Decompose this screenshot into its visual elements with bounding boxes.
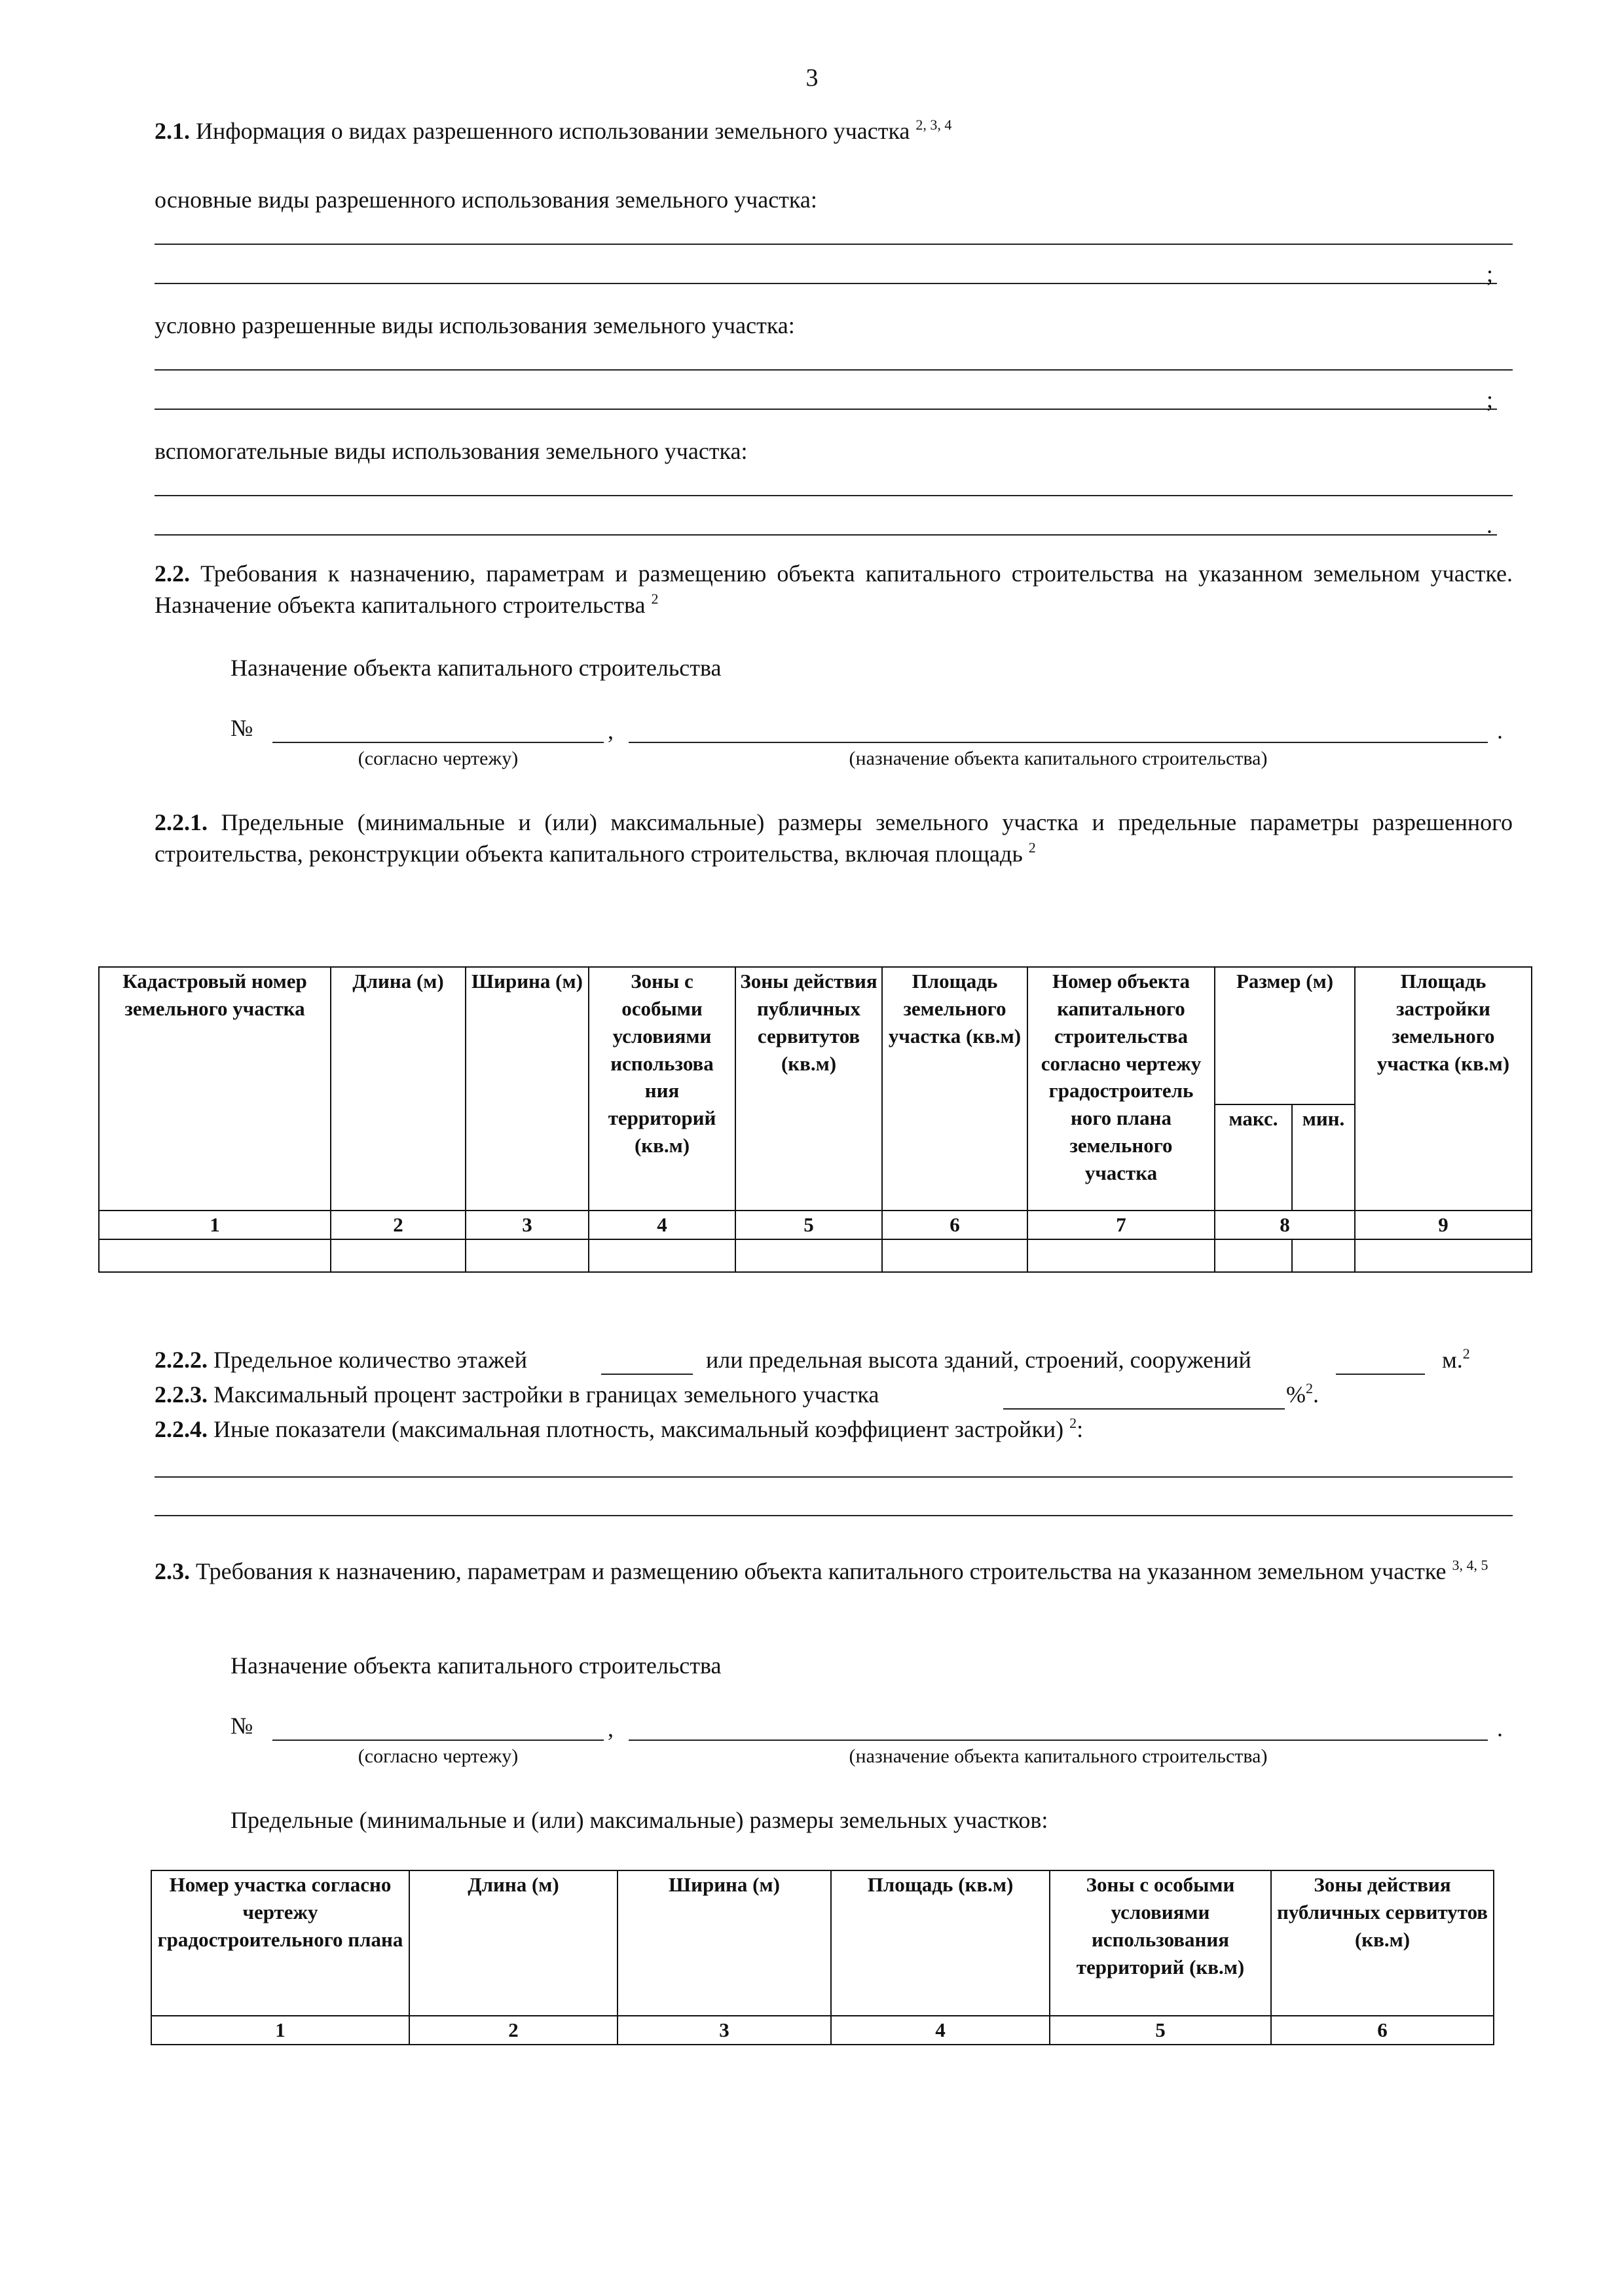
comma-2: , <box>608 1715 614 1741</box>
object-purpose-field-1[interactable] <box>629 742 1488 743</box>
height-footnote: 2 <box>1462 1345 1470 1362</box>
section-2-3-paragraph <box>155 1556 1513 1587</box>
header-servitude-zones: Зоны действия публичных сервитутов (кв.м) <box>735 967 882 1211</box>
table-cell[interactable] <box>589 1239 735 1272</box>
main-uses-end: ; <box>1486 261 1494 287</box>
section-2-2-4-text <box>155 1415 1083 1444</box>
coverage-percent-field[interactable] <box>1003 1408 1285 1410</box>
col-number: 6 <box>1271 2016 1494 2045</box>
auxiliary-uses-line-1[interactable] <box>155 495 1513 496</box>
section-2-2-footnote: 2 <box>651 591 659 607</box>
col-number: 2 <box>409 2016 618 2045</box>
conditional-uses-line-1[interactable] <box>155 369 1513 371</box>
conditional-uses-label: условно разрешенные виды использования земельного участка: <box>155 312 795 338</box>
table-cell[interactable] <box>1215 1239 1292 1272</box>
section-2-1-heading <box>155 117 951 146</box>
period-1: . <box>1497 718 1503 744</box>
floors-field[interactable] <box>601 1374 693 1375</box>
percent-sign: % <box>1286 1381 1306 1408</box>
auxiliary-uses-end: . <box>1486 512 1492 538</box>
header-object-number: Номер объекта капитального строительства согласно чертежу градостроитель ного плана земельного участка <box>1027 967 1215 1211</box>
header-area: Площадь (кв.м) <box>831 1870 1050 2016</box>
number-sign-1: № <box>231 715 253 741</box>
other-indicators-end: : <box>1077 1416 1084 1442</box>
section-2-2-1-text: Предельные (минимальные и (или) максимальные) размеры земельного участка и предельные параметры разрешенного строительства, реконструкции объекта капитального строительства, включая площадь <box>155 809 1513 867</box>
section-2-1-title: Информация о видах разрешенного использовании земельного участка <box>196 118 910 144</box>
main-uses-line-1[interactable] <box>155 244 1513 245</box>
table-cell[interactable] <box>735 1239 882 1272</box>
section-2-2-4-number: 2.2.4. <box>155 1416 208 1442</box>
table-cell[interactable] <box>882 1239 1027 1272</box>
conditional-uses-line-2[interactable] <box>155 409 1497 410</box>
caption-drawing-2: (согласно чертежу) <box>358 1745 519 1767</box>
section-2-2-3-text <box>155 1380 879 1410</box>
section-2-1-number: 2.1. <box>155 118 190 144</box>
header-plot-number: Номер участка согласно чертежу градостроительного плана <box>151 1870 409 2016</box>
header-length: Длина (м) <box>331 967 466 1211</box>
table-cell[interactable] <box>1292 1239 1355 1272</box>
header-special-zones: Зоны с особыми условиями использова ния территорий (кв.м) <box>589 967 735 1211</box>
section-2-2-number: 2.2. <box>155 560 190 587</box>
header-size-max: макс. <box>1215 1104 1292 1211</box>
other-indicators-line-2[interactable] <box>155 1515 1513 1516</box>
table-cell[interactable] <box>331 1239 466 1272</box>
comma-1: , <box>608 718 614 744</box>
plot-limits-label: Предельные (минимальные и (или) максимальные) размеры земельных участков: <box>231 1807 1048 1833</box>
col-number: 3 <box>618 2016 831 2045</box>
conditional-uses-end: ; <box>1486 386 1494 412</box>
caption-purpose-1: (назначение объекта капитального строительства) <box>849 748 1268 769</box>
col-number: 1 <box>151 2016 409 2045</box>
header-width: Ширина (м) <box>618 1870 831 2016</box>
section-2-2-1-footnote: 2 <box>1028 839 1036 856</box>
header-cadastral-number: Кадастровый номер земельного участка <box>99 967 331 1211</box>
auxiliary-uses-label: вспомогательные виды использования земельного участка: <box>155 438 748 464</box>
section-2-2-2-text-a <box>155 1345 527 1375</box>
section-2-1-footnote: 2, 3, 4 <box>915 117 952 133</box>
section-2-2-2-number: 2.2.2. <box>155 1347 208 1373</box>
col-number: 3 <box>466 1211 589 1239</box>
coverage-end: . <box>1313 1381 1319 1408</box>
col-number: 7 <box>1027 1211 1215 1239</box>
section-2-3-footnote: 3, 4, 5 <box>1452 1557 1488 1573</box>
header-servitude-zones: Зоны действия публичных сервитутов (кв.м) <box>1271 1870 1494 2016</box>
coverage-footnote: 2 <box>1306 1380 1313 1396</box>
header-building-area: Площадь застройки земельного участка (кв.м) <box>1355 967 1532 1211</box>
purpose-label-2: Назначение объекта капитального строительства <box>231 1652 722 1679</box>
section-2-2-1-number: 2.2.1. <box>155 809 208 835</box>
number-sign-2: № <box>231 1713 253 1739</box>
period-2: . <box>1497 1715 1503 1741</box>
main-uses-label: основные виды разрешенного использования земельного участка: <box>155 187 817 213</box>
col-number: 6 <box>882 1211 1027 1239</box>
parameters-table <box>98 966 1532 1273</box>
section-2-2-text: Требования к назначению, параметрам и размещению объекта капитального строительства на указанном земельном участке. Назначение объекта капитального строительства <box>155 560 1513 618</box>
col-number: 5 <box>735 1211 882 1239</box>
col-number: 5 <box>1050 2016 1271 2045</box>
height-field[interactable] <box>1336 1374 1425 1375</box>
caption-drawing-1: (согласно чертежу) <box>358 748 519 769</box>
object-purpose-field-2[interactable] <box>629 1740 1488 1741</box>
section-2-2-3-number: 2.2.3. <box>155 1381 208 1408</box>
table-cell[interactable] <box>466 1239 589 1272</box>
section-2-2-paragraph <box>155 558 1513 621</box>
col-number: 9 <box>1355 1211 1532 1239</box>
table-cell[interactable] <box>1027 1239 1215 1272</box>
main-uses-line-2[interactable] <box>155 283 1497 284</box>
header-special-zones: Зоны с особыми условиями использования территорий (кв.м) <box>1050 1870 1271 2016</box>
other-indicators-line-1[interactable] <box>155 1476 1513 1478</box>
table-row <box>99 1239 1532 1272</box>
height-label: или предельная высота зданий, строений, сооружений <box>706 1347 1251 1373</box>
page-number: 3 <box>805 64 819 92</box>
caption-purpose-2: (назначение объекта капитального строительства) <box>849 1745 1268 1767</box>
other-indicators-footnote: 2 <box>1069 1415 1077 1431</box>
section-2-3-number: 2.3. <box>155 1558 190 1584</box>
auxiliary-uses-line-2[interactable] <box>155 534 1497 536</box>
header-plot-area: Площадь земельного участка (кв.м) <box>882 967 1027 1211</box>
purpose-label-1: Назначение объекта капитального строительства <box>231 655 722 681</box>
section-2-3-text: Требования к назначению, параметрам и размещению объекта капитального строительства на указанном земельном участке <box>196 1558 1447 1584</box>
coverage-label: Максимальный процент застройки в границах земельного участка <box>213 1381 879 1408</box>
height-unit <box>1442 1345 1470 1375</box>
table-cell[interactable] <box>99 1239 331 1272</box>
header-size-min: мин. <box>1292 1104 1355 1211</box>
header-length: Длина (м) <box>409 1870 618 2016</box>
height-unit-text: м. <box>1442 1347 1463 1373</box>
object-number-field-1[interactable] <box>272 742 604 743</box>
section-2-2-1-paragraph <box>155 807 1513 869</box>
col-number: 4 <box>589 1211 735 1239</box>
coverage-percent <box>1286 1380 1319 1410</box>
floors-label: Предельное количество этажей <box>213 1347 527 1373</box>
col-number: 2 <box>331 1211 466 1239</box>
other-indicators-label: Иные показатели (максимальная плотность, максимальный коэффициент застройки) <box>213 1416 1064 1442</box>
table-cell[interactable] <box>1355 1239 1532 1272</box>
header-width: Ширина (м) <box>466 967 589 1211</box>
col-number: 1 <box>99 1211 331 1239</box>
plots-table <box>151 1870 1494 2045</box>
col-number: 8 <box>1215 1211 1355 1239</box>
header-size: Размер (м) <box>1215 967 1355 1104</box>
object-number-field-2[interactable] <box>272 1740 604 1741</box>
col-number: 4 <box>831 2016 1050 2045</box>
